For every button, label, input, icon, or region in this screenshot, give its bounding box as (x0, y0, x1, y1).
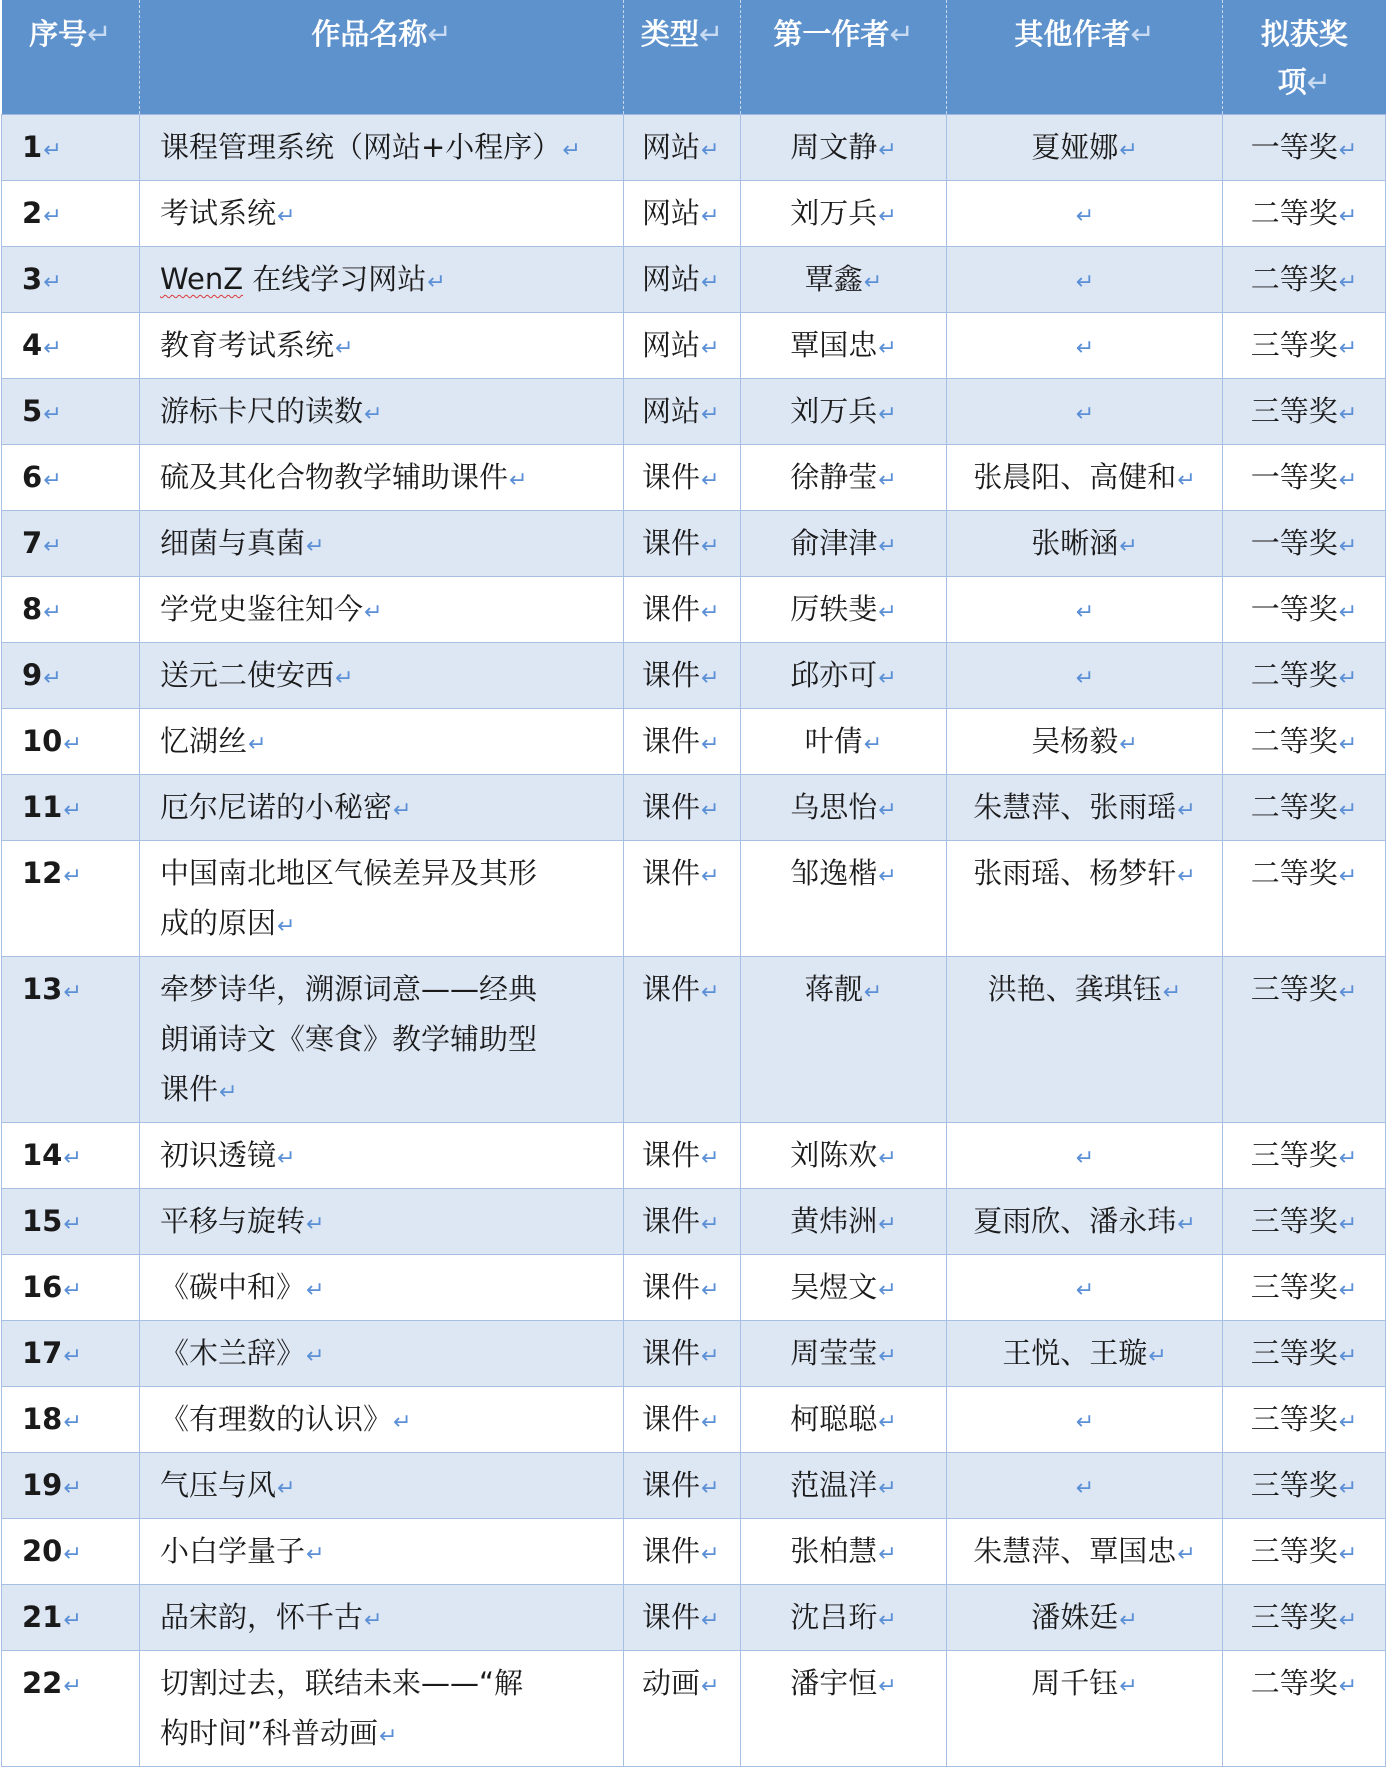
cell-type: 课件↵ (624, 643, 741, 709)
cell-other-authors: ↵ (947, 1255, 1223, 1321)
cell-work-name: 气压与风↵ (140, 1453, 624, 1519)
cell-index: 6↵ (2, 445, 140, 511)
table-row (2, 247, 1386, 313)
cell-type: 课件↵ (624, 775, 741, 841)
awards-table (1, 0, 1386, 1767)
cell-work-name: 硫及其化合物教学辅助课件↵ (140, 445, 624, 511)
cell-work-name: 《碳中和》↵ (140, 1255, 624, 1321)
header-award: 拟获奖 项↵ (1223, 0, 1386, 115)
cell-index: 3↵ (2, 247, 140, 313)
cell-award: 二等奖↵ (1223, 1651, 1386, 1767)
header-index: 序号↵ (2, 0, 140, 115)
cell-other-authors: 夏雨欣、潘永玮↵ (947, 1189, 1223, 1255)
cell-first-author: 黄炜洲↵ (741, 1189, 947, 1255)
cell-other-authors: ↵ (947, 1123, 1223, 1189)
cell-other-authors: 朱慧萍、张雨瑶↵ (947, 775, 1223, 841)
cell-type: 课件↵ (624, 957, 741, 1123)
cell-award: 二等奖↵ (1223, 247, 1386, 313)
table-row (2, 775, 1386, 841)
cell-other-authors: ↵ (947, 181, 1223, 247)
table-row (2, 841, 1386, 957)
table-row (2, 1255, 1386, 1321)
cell-first-author: 乌思怡↵ (741, 775, 947, 841)
cell-work-name: 课程管理系统（网站+小程序）↵ (140, 115, 624, 181)
cell-work-name: 游标卡尺的读数↵ (140, 379, 624, 445)
cell-first-author: 刘万兵↵ (741, 181, 947, 247)
cell-first-author: 刘陈欢↵ (741, 1123, 947, 1189)
cell-award: 三等奖↵ (1223, 1387, 1386, 1453)
cell-first-author: 俞津津↵ (741, 511, 947, 577)
cell-award: 三等奖↵ (1223, 1123, 1386, 1189)
table-row (2, 1321, 1386, 1387)
header-work-name: 作品名称↵ (140, 0, 624, 115)
header-first-author: 第一作者↵ (741, 0, 947, 115)
cell-other-authors: 王悦、王璇↵ (947, 1321, 1223, 1387)
cell-award: 一等奖↵ (1223, 577, 1386, 643)
cell-award: 一等奖↵ (1223, 115, 1386, 181)
cell-first-author: 张柏慧↵ (741, 1519, 947, 1585)
cell-work-name: 品宋韵，怀千古↵ (140, 1585, 624, 1651)
cell-other-authors: 吴杨毅↵ (947, 709, 1223, 775)
cell-type: 动画↵ (624, 1651, 741, 1767)
cell-award: 三等奖↵ (1223, 1519, 1386, 1585)
cell-award: 二等奖↵ (1223, 181, 1386, 247)
cell-first-author: 吴煜文↵ (741, 1255, 947, 1321)
cell-other-authors: 张晰涵↵ (947, 511, 1223, 577)
table-row (2, 511, 1386, 577)
table-row (2, 577, 1386, 643)
cell-type: 课件↵ (624, 1387, 741, 1453)
cell-type: 课件↵ (624, 445, 741, 511)
cell-index: 5↵ (2, 379, 140, 445)
table-row (2, 115, 1386, 181)
cell-index: 7↵ (2, 511, 140, 577)
table-row (2, 181, 1386, 247)
cell-other-authors: 洪艳、龚琪钰↵ (947, 957, 1223, 1123)
cell-first-author: 徐静莹↵ (741, 445, 947, 511)
cell-work-name: 考试系统↵ (140, 181, 624, 247)
cell-award: 三等奖↵ (1223, 957, 1386, 1123)
cell-first-author: 叶倩↵ (741, 709, 947, 775)
cell-first-author: 覃国忠↵ (741, 313, 947, 379)
cell-type: 网站↵ (624, 115, 741, 181)
cell-index: 20↵ (2, 1519, 140, 1585)
cell-type: 课件↵ (624, 511, 741, 577)
cell-first-author: 周文静↵ (741, 115, 947, 181)
table-row (2, 1519, 1386, 1585)
cell-other-authors: ↵ (947, 379, 1223, 445)
cell-award: 三等奖↵ (1223, 1321, 1386, 1387)
cell-type: 课件↵ (624, 1519, 741, 1585)
cell-work-name: 忆湖丝↵ (140, 709, 624, 775)
cell-work-name: 教育考试系统↵ (140, 313, 624, 379)
cell-type: 课件↵ (624, 1585, 741, 1651)
cell-award: 三等奖↵ (1223, 1453, 1386, 1519)
cell-type: 网站↵ (624, 313, 741, 379)
cell-other-authors: 张雨瑶、杨梦轩↵ (947, 841, 1223, 957)
cell-award: 二等奖↵ (1223, 709, 1386, 775)
cell-index: 16↵ (2, 1255, 140, 1321)
cell-work-name: 小白学量子↵ (140, 1519, 624, 1585)
cell-award: 二等奖↵ (1223, 643, 1386, 709)
cell-index: 4↵ (2, 313, 140, 379)
cell-first-author: 邱亦可↵ (741, 643, 947, 709)
cell-type: 网站↵ (624, 379, 741, 445)
cell-other-authors: ↵ (947, 643, 1223, 709)
cell-other-authors: ↵ (947, 247, 1223, 313)
cell-first-author: 覃鑫↵ (741, 247, 947, 313)
cell-first-author: 厉轶斐↵ (741, 577, 947, 643)
cell-index: 18↵ (2, 1387, 140, 1453)
cell-index: 11↵ (2, 775, 140, 841)
cell-type: 课件↵ (624, 1255, 741, 1321)
cell-work-name: 切割过去，联结未来——“解 构时间”科普动画↵ (140, 1651, 624, 1767)
cell-first-author: 刘万兵↵ (741, 379, 947, 445)
cell-first-author: 沈吕珩↵ (741, 1585, 947, 1651)
table-row (2, 957, 1386, 1123)
header-row (2, 0, 1386, 115)
table-row (2, 1189, 1386, 1255)
cell-type: 课件↵ (624, 709, 741, 775)
cell-index: 15↵ (2, 1189, 140, 1255)
cell-award: 二等奖↵ (1223, 841, 1386, 957)
cell-work-name: 中国南北地区气候差异及其形 成的原因↵ (140, 841, 624, 957)
cell-index: 12↵ (2, 841, 140, 957)
cell-index: 19↵ (2, 1453, 140, 1519)
cell-first-author: 蒋靓↵ (741, 957, 947, 1123)
cell-type: 课件↵ (624, 1123, 741, 1189)
table-row (2, 445, 1386, 511)
cell-other-authors: 朱慧萍、覃国忠↵ (947, 1519, 1223, 1585)
cell-work-name: 平移与旋转↵ (140, 1189, 624, 1255)
table-row (2, 1585, 1386, 1651)
cell-other-authors: ↵ (947, 1387, 1223, 1453)
cell-index: 21↵ (2, 1585, 140, 1651)
cell-type: 课件↵ (624, 1321, 741, 1387)
cell-type: 课件↵ (624, 841, 741, 957)
cell-award: 三等奖↵ (1223, 313, 1386, 379)
cell-award: 三等奖↵ (1223, 1255, 1386, 1321)
cell-work-name: 牵梦诗华，溯源词意——经典 朗诵诗文《寒食》教学辅助型 课件↵ (140, 957, 624, 1123)
header-type: 类型↵ (624, 0, 741, 115)
cell-type: 课件↵ (624, 1189, 741, 1255)
cell-index: 13↵ (2, 957, 140, 1123)
cell-other-authors: 张晨阳、高健和↵ (947, 445, 1223, 511)
table-row (2, 1387, 1386, 1453)
cell-other-authors: 潘姝廷↵ (947, 1585, 1223, 1651)
cell-work-name: 送元二使安西↵ (140, 643, 624, 709)
table-body (2, 115, 1386, 1767)
cell-work-name: 《木兰辞》↵ (140, 1321, 624, 1387)
cell-award: 三等奖↵ (1223, 379, 1386, 445)
cell-work-name: 学党史鉴往知今↵ (140, 577, 624, 643)
table-row (2, 313, 1386, 379)
table-row (2, 1453, 1386, 1519)
cell-index: 14↵ (2, 1123, 140, 1189)
cell-work-name: 厄尔尼诺的小秘密↵ (140, 775, 624, 841)
cell-other-authors: 周千钰↵ (947, 1651, 1223, 1767)
cell-index: 17↵ (2, 1321, 140, 1387)
cell-other-authors: 夏娅娜↵ (947, 115, 1223, 181)
cell-index: 22↵ (2, 1651, 140, 1767)
table-row (2, 643, 1386, 709)
cell-award: 一等奖↵ (1223, 445, 1386, 511)
cell-other-authors: ↵ (947, 1453, 1223, 1519)
table-row (2, 709, 1386, 775)
cell-first-author: 邹逸楷↵ (741, 841, 947, 957)
cell-work-name: 初识透镜↵ (140, 1123, 624, 1189)
cell-award: 三等奖↵ (1223, 1585, 1386, 1651)
cell-work-name: 细菌与真菌↵ (140, 511, 624, 577)
cell-type: 课件↵ (624, 1453, 741, 1519)
cell-index: 2↵ (2, 181, 140, 247)
cell-first-author: 柯聪聪↵ (741, 1387, 947, 1453)
table-row (2, 1123, 1386, 1189)
cell-other-authors: ↵ (947, 313, 1223, 379)
cell-award: 三等奖↵ (1223, 1189, 1386, 1255)
cell-other-authors: ↵ (947, 577, 1223, 643)
cell-index: 8↵ (2, 577, 140, 643)
cell-first-author: 潘宇恒↵ (741, 1651, 947, 1767)
cell-type: 网站↵ (624, 247, 741, 313)
cell-type: 课件↵ (624, 577, 741, 643)
table-row (2, 1651, 1386, 1767)
cell-first-author: 范温洋↵ (741, 1453, 947, 1519)
cell-first-author: 周莹莹↵ (741, 1321, 947, 1387)
header-other-authors: 其他作者↵ (947, 0, 1223, 115)
cell-index: 10↵ (2, 709, 140, 775)
table-row (2, 379, 1386, 445)
cell-work-name: WenZ 在线学习网站↵ (140, 247, 624, 313)
cell-index: 1↵ (2, 115, 140, 181)
cell-award: 一等奖↵ (1223, 511, 1386, 577)
cell-work-name: 《有理数的认识》↵ (140, 1387, 624, 1453)
cell-award: 二等奖↵ (1223, 775, 1386, 841)
cell-type: 网站↵ (624, 181, 741, 247)
cell-index: 9↵ (2, 643, 140, 709)
